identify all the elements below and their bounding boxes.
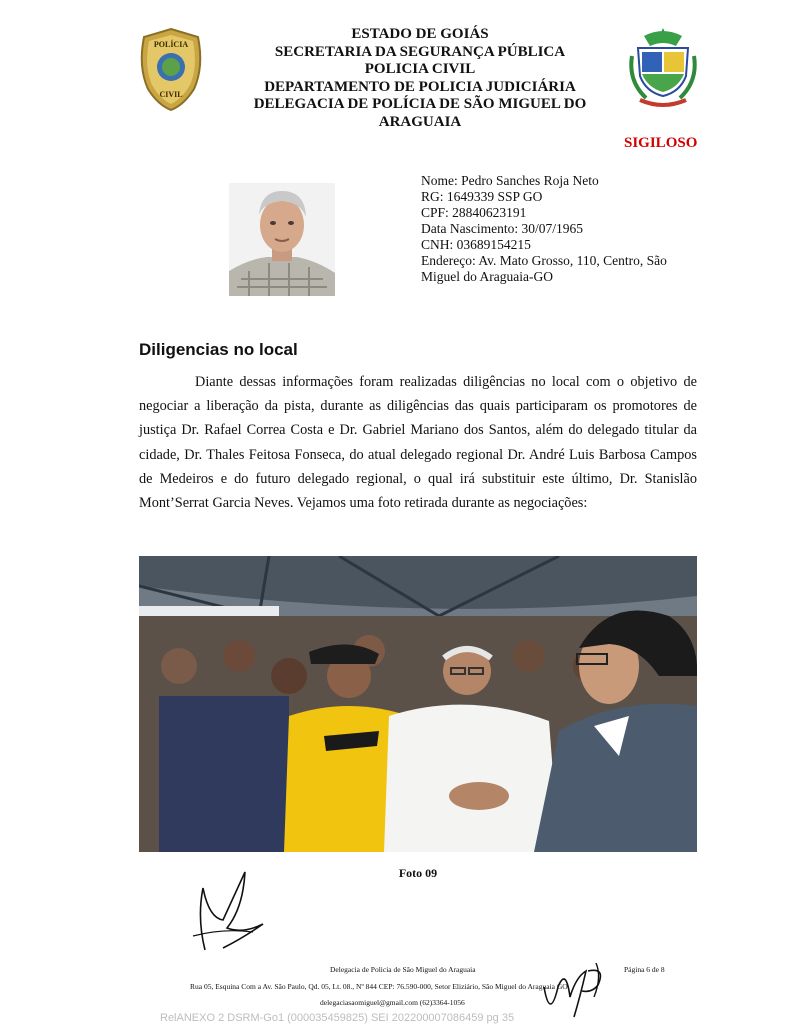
handwritten-signature-left	[183, 858, 283, 958]
person-name: Nome: Pedro Sanches Roja Neto	[421, 173, 599, 188]
footer-office: Delegacia de Policia de São Miguel do Araguaia	[330, 965, 476, 974]
person-cpf: CPF: 28840623191	[421, 205, 527, 220]
header-line-department: DEPARTAMENTO DE POLICIA JUDICIÁRIA	[264, 78, 576, 95]
header-line-secretariat: SECRETARIA DA SEGURANÇA PÚBLICA	[274, 43, 566, 60]
person-birth-date: Data Nascimento: 30/07/1965	[421, 221, 583, 236]
badge-text-top: POLÍCIA	[153, 40, 189, 49]
state-coat-of-arms	[626, 26, 700, 112]
person-cnh: CNH: 03689154215	[421, 237, 531, 252]
person-id-block	[421, 173, 691, 285]
negotiation-photo	[139, 556, 697, 852]
police-badge-logo	[136, 27, 206, 112]
header-line-state: ESTADO DE GOIÁS	[351, 26, 489, 42]
badge-text-bottom: CIVIL	[159, 90, 183, 99]
header-line-police: POLICIA CIVIL	[364, 61, 476, 77]
header-line-office: DELEGACIA DE POLÍCIA DE SÃO MIGUEL DO ARAGUAIA	[253, 96, 587, 130]
body-paragraph: Diante dessas informações foram realizadas diligências no local com o objetivo de negociar a liberação da pista, durante as diligências das quais participaram os promotores de justiça Dr. Rafael Correa Costa e Dr. Gabriel Mariano dos Santos, além do delegado titular da cidade, Dr. Thales Feitosa Fonseca, do atual delegado regional Dr. André Luis Barbosa Campos de Medeiros e do futuro delegado regional, o qual irá substituir este último, Dr. Stanislão Mont’Serrat Garcia Neves. Vejamos uma foto retirada durante as negociações:	[139, 374, 697, 512]
person-address: Endereço: Av. Mato Grosso, 110, Centro, São Miguel do Araguaia-GO	[421, 253, 667, 284]
person-rg: RG: 1649339 SSP GO	[421, 189, 543, 204]
classification-label: SIGILOSO	[624, 135, 698, 151]
section-title: Diligencias no local	[139, 340, 298, 359]
footer-address: Rua 05, Esquina Com a Av. São Paulo, Qd. 05, Lt. 08., Nº 844 CEP: 76.590-000, Setor Eliziário, São Miguel do Araguaia GO	[190, 982, 568, 991]
footer-page-number: Página 6 de 8	[624, 965, 665, 974]
photo-caption: Foto 09	[398, 866, 438, 880]
document-watermark: RelANEXO 2 DSRM-Go1 (000035459825) SEI 202200007086459 pg 35	[160, 1012, 515, 1024]
person-photo	[229, 183, 335, 296]
footer-contact: delegaciasaomiguel@gmail.com (62)3364-1056	[320, 998, 465, 1007]
document-header	[230, 26, 610, 131]
